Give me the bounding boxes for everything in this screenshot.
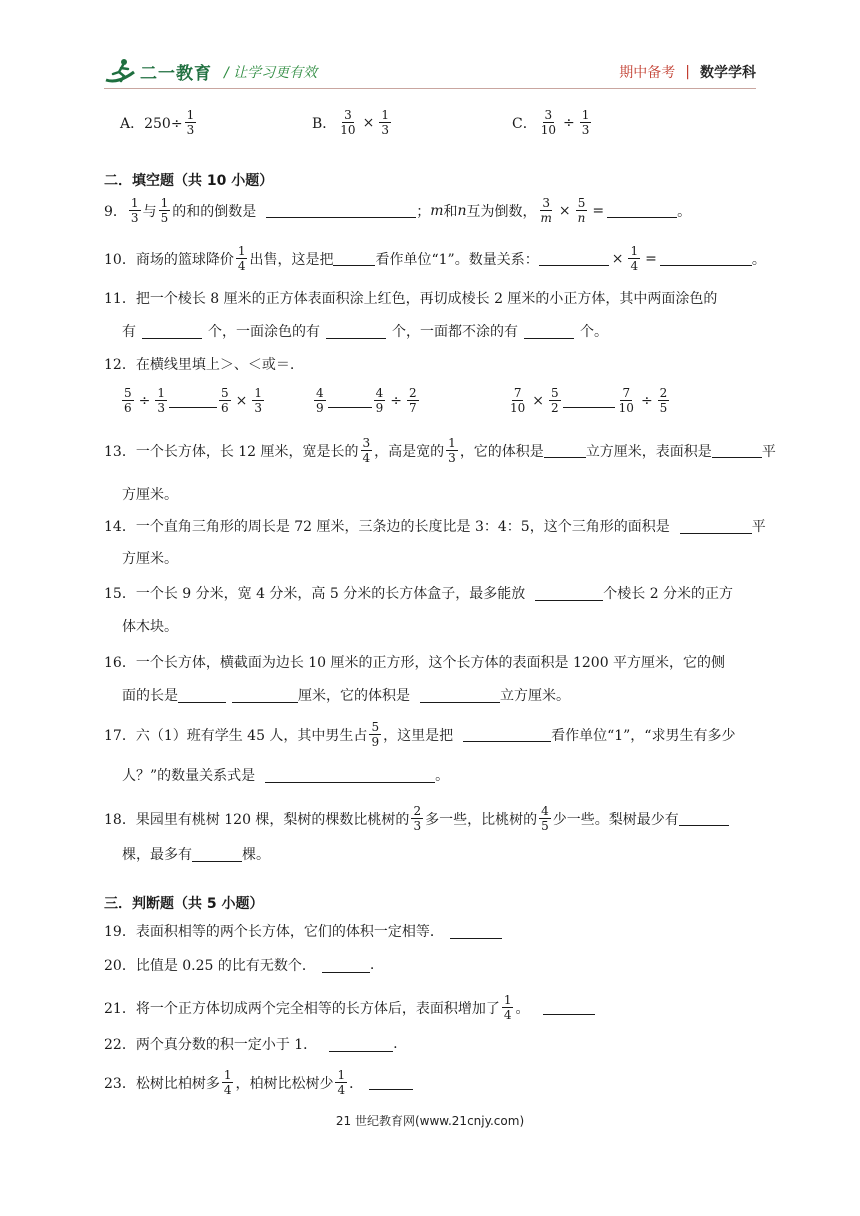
fraction: $\frac{5}{n}$ — [577, 196, 586, 225]
fraction: $\frac{1}{5}$ — [160, 196, 169, 225]
answer-blank[interactable] — [333, 251, 375, 266]
question-13-line-2: 方厘米。 — [122, 487, 178, 503]
answer-blank[interactable] — [329, 1037, 393, 1052]
header-divider — [104, 88, 756, 89]
answer-blank[interactable] — [544, 443, 586, 458]
answer-blank[interactable] — [680, 519, 752, 534]
answer-blank[interactable] — [563, 393, 615, 408]
fraction: $\frac{7}{10}$ — [618, 386, 634, 415]
fraction: $\frac{1}{4}$ — [223, 1068, 232, 1097]
compare-2: $\frac{4}{9}$ $\frac{4}{9}$ ÷ $\frac{2}{7}$ — [316, 386, 417, 415]
question-23: 23．松树比柏树多 $\frac{1}{4}$ ，柏树比松树少 $\frac{1}{4}$ ． — [104, 1068, 413, 1097]
answer-blank[interactable] — [369, 1075, 413, 1090]
question-15: 15．一个长 9 分米，宽 4 分米，高 5 分米的长方体盒子，最多能放 个棱长 2 分米的正方 — [104, 586, 734, 602]
answer-blank[interactable] — [535, 586, 603, 601]
question-11-line-1: 11．把一个棱长 8 厘米的正方体表面积涂上红色，再切成棱长 2 厘米的小正方体，其中两面涂色的 — [104, 291, 718, 307]
question-17-line-2: 人？”的数量关系式是 。 — [122, 768, 450, 784]
fraction: $\frac{1}{3}$ — [448, 436, 456, 465]
fraction: $\frac{1}{4}$ — [337, 1068, 346, 1097]
fraction: $\frac{3}{10}$ — [540, 108, 556, 137]
fraction: $\frac{5}{6}$ — [124, 386, 132, 415]
question-19: 19．表面积相等的两个长方体，它们的体积一定相等． — [104, 921, 502, 941]
compare-1: $\frac{5}{6}$ ÷ $\frac{1}{3}$ $\frac{5}{6}$ × $\frac{1}{3}$ — [124, 386, 263, 415]
answer-blank[interactable] — [712, 443, 762, 458]
fraction: $\frac{5}{2}$ — [551, 386, 559, 415]
answer-blank[interactable] — [326, 324, 386, 339]
question-14-line-2: 方厘米。 — [122, 551, 178, 567]
section-title-fill-in: 二．填空题（共 10 小题） — [104, 173, 274, 189]
answer-blank[interactable] — [420, 688, 500, 703]
answer-blank[interactable] — [450, 924, 502, 939]
header-right — [619, 62, 756, 82]
fraction: $\frac{2}{7}$ — [409, 386, 417, 415]
exam-label: 期中备考 — [619, 65, 676, 81]
answer-blank[interactable] — [607, 203, 677, 218]
fraction: $\frac{1}{3}$ — [157, 386, 166, 415]
answer-blank[interactable] — [265, 768, 435, 783]
question-21: 21．将一个正方体切成两个完全相等的长方体后，表面积增加了 $\frac{1}{4}$ 。 — [104, 993, 595, 1022]
fraction: $\frac{1}{3}$ — [186, 108, 195, 137]
footer-source: 21 世纪教育网(www.21cnjy.com) — [335, 1114, 525, 1128]
question-13: 13．一个长方体，长 12 厘米，宽是长的 $\frac{3}{4}$ ，高是宽的 $\frac{1}{3}$ ，它的体积是 立方厘米，表面积是 平 — [104, 436, 776, 465]
answer-blank[interactable] — [660, 251, 752, 266]
question-10: 10．商场的篮球降价 $\frac{1}{4}$ 出售，这是把 看作单位“1”。数量关系： × $\frac{1}{4}$ = 。 — [104, 244, 766, 273]
option-b: B． $\frac{3}{10}$ × $\frac{1}{3}$ — [312, 108, 389, 137]
fraction: $\frac{1}{4}$ — [630, 244, 639, 273]
logo-text: 二一教育 — [140, 63, 212, 84]
logo — [104, 58, 212, 84]
answer-blank[interactable] — [524, 324, 574, 339]
answer-blank[interactable] — [178, 688, 226, 703]
answer-blank[interactable] — [539, 251, 609, 266]
fraction: $\frac{1}{3}$ — [581, 108, 590, 137]
answer-blank[interactable] — [192, 847, 242, 862]
question-22: 22．两个真分数的积一定小于 1． . — [104, 1036, 398, 1053]
fraction: $\frac{3}{4}$ — [362, 436, 371, 465]
fraction: $\frac{7}{10}$ — [510, 386, 526, 415]
answer-blank[interactable] — [169, 393, 217, 408]
question-17: 17．六（1）班有学生 45 人，其中男生占 $\frac{5}{9}$ ，这里是把 看作单位“1”，“求男生有多少 — [104, 720, 736, 749]
fraction: $\frac{5}{6}$ — [221, 386, 229, 415]
answer-blank[interactable] — [142, 324, 202, 339]
fraction: $\frac{4}{9}$ — [375, 386, 384, 415]
question-12: 12．在横线里填上＞、＜或＝. — [104, 357, 295, 373]
fraction: $\frac{1}{3}$ — [254, 386, 263, 415]
question-20: 20．比值是 0.25 的比有无数个． . — [104, 957, 375, 974]
answer-blank[interactable] — [266, 203, 416, 218]
fraction: $\frac{1}{4}$ — [503, 993, 512, 1022]
fraction: $\frac{4}{9}$ — [316, 386, 324, 415]
answer-blank[interactable] — [232, 688, 298, 703]
question-14: 14．一个直角三角形的周长是 72 厘米，三条边的长度比是 3：4：5，这个三角形的面积是 平 — [104, 519, 766, 535]
slogan: / 让学习更有效 — [224, 65, 318, 81]
answer-blank[interactable] — [543, 1000, 595, 1015]
question-15-line-2: 体木块。 — [122, 619, 178, 635]
fraction: $\frac{4}{5}$ — [541, 804, 549, 833]
question-11-line-2: 有 个，一面涂色的有 个，一面都不涂的有 个。 — [122, 324, 608, 340]
fraction: $\frac{1}{3}$ — [130, 196, 139, 225]
option-a: A．250÷ $\frac{1}{3}$ — [120, 108, 195, 137]
answer-blank[interactable] — [463, 727, 551, 742]
compare-3: $\frac{7}{10}$ × $\frac{5}{2}$ $\frac{7}{10}$ ÷ $\frac{2}{5}$ — [510, 386, 668, 415]
fraction: $\frac{3}{m}$ — [540, 196, 552, 225]
runner-logo-icon — [104, 58, 138, 84]
subject-label: 数学学科 — [700, 65, 756, 81]
fraction: $\frac{1}{3}$ — [381, 108, 389, 137]
question-9: 9． $\frac{1}{3}$ 与 $\frac{1}{5}$ 的和的倒数是 ； m 和 n 互为倒数， $\frac{3}{m}$ × $\frac{5}{n}$ = 。 — [104, 196, 692, 225]
question-16-line-2: 面的长是 厘米，它的体积是 立方厘米。 — [122, 688, 570, 704]
answer-blank[interactable] — [679, 811, 729, 826]
fraction: $\frac{5}{9}$ — [371, 720, 380, 749]
section-title-judge: 三．判断题（共 5 小题） — [104, 896, 264, 912]
question-16-line-1: 16．一个长方体，横截面为边长 10 厘米的正方形，这个长方体的表面积是 1200 平方厘米，它的侧 — [104, 655, 726, 671]
answer-blank[interactable] — [322, 958, 370, 973]
header-separator: | — [685, 64, 690, 80]
fraction: $\frac{1}{4}$ — [237, 244, 246, 273]
option-c: C． $\frac{3}{10}$ ÷ $\frac{1}{3}$ — [512, 108, 590, 137]
answer-blank[interactable] — [328, 393, 372, 408]
fraction: $\frac{3}{10}$ — [340, 108, 356, 137]
fraction: $\frac{2}{3}$ — [413, 804, 422, 833]
question-18-line-2: 棵，最多有 棵。 — [122, 847, 270, 863]
fraction: $\frac{2}{5}$ — [659, 386, 668, 415]
question-18: 18．果园里有桃树 120 棵，梨树的棵数比桃树的 $\frac{2}{3}$ 多一些，比桃树的 $\frac{4}{5}$ 少一些。梨树最少有 — [104, 804, 729, 833]
